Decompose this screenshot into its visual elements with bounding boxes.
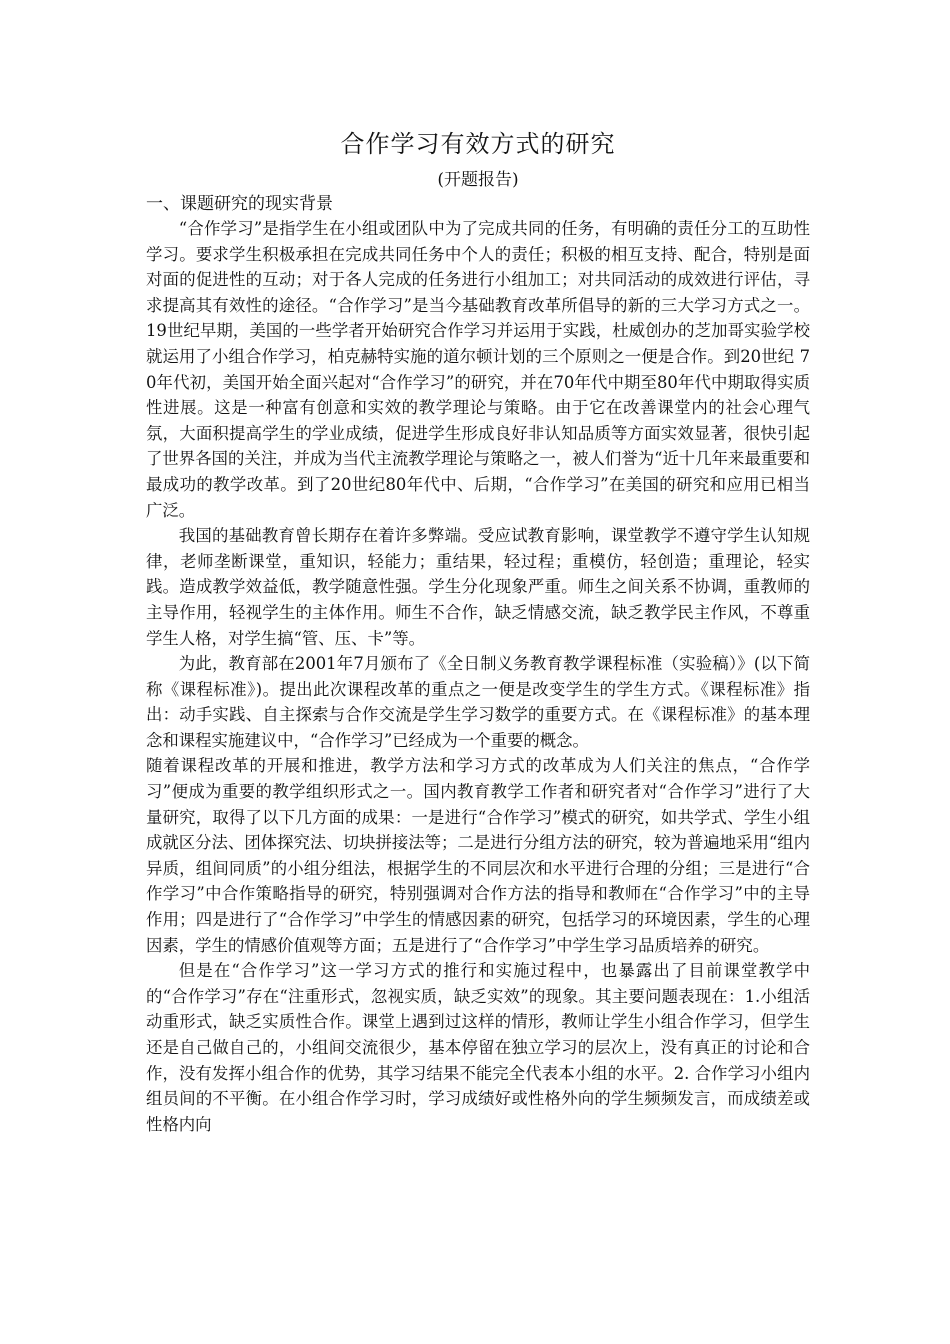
document-subtitle: (开题报告) bbox=[437, 170, 519, 190]
document-title: 合作学习有效方式的研究 bbox=[340, 130, 616, 158]
paragraph-cooperative-learning-definition: “合作学习”是指学生在小组或团队中为了完成共同的任务，有明确的责任分工的互助性学习。要求学生积极承担在完成共同任务中个人的责任；积极的相互支持、配合，特别是面对面的促进性的互动；对于各人完成的任务进行小组加工；对共同活动的成效进行评估，寻求提高其有效性的途径。“合作学习”是当今基础教育改革所倡导的新的三大学习方式之一。19世纪早期，美国的一些学者开始研究合作学习并运用于实践，杜威创办的芝加哥实验学校就运用了小组合作学习，柏克赫特实施的道尔顿计划的三个原则之一便是合作。到20世纪 70年代初，美国开始全面兴起对“合作学习”的研究，并在70年代中期至80年代中期取得实质性进展。这是一种富有创意和实效的教学理论与策略。由于它在改善课堂内的社会心理气氛，大面积提高学生的学业成绩，促进学生形成良好非认知品质等方面实效显著，很快引起了世界各国的关注，并成为当代主流教学理论与策略之一，被人们誉为“近十几年来最重要和最成功的教学改革。到了20世纪80年代中、后期，“合作学习”在美国的研究和应用已相当广泛。 bbox=[146, 219, 811, 520]
document-page bbox=[146, 128, 810, 1137]
paragraph-curriculum-standard: 为此，教育部在2001年7月颁布了《全日制义务教育教学课程标准（实验稿）》(以下简称《课程标准》)。提出此次课程改革的重点之一便是改变学生的学生方式。《课程标准》指出：动手实践、自主探索与合作交流是学生学习数学的重要方式。在《课程标准》的基本理念和课程实施建议中，“合作学习”已经成为一个重要的概念。 bbox=[146, 654, 810, 750]
paragraph-research-achievements: 随着课程改革的开展和推进，教学方法和学习方式的改革成为人们关注的焦点，“合作学习”便成为重要的教学组织形式之一。国内教育教学工作者和研究者对“合作学习”进行了大量研究，取得了以下几方面的成果：一是进行“合作学习”模式的研究，如共学式、学生小组成就区分法、团体探究法、切块拼接法等；二是进行分组方法的研究，较为普遍地采用“组内异质，组间同质”的小组分组法，根据学生的不同层次和水平进行合理的分组；三是进行“合作学习”中合作策略指导的研究，特别强调对合作方法的指导和教师在“合作学习”中的主导作用；四是进行了“合作学习”中学生的情感因素的研究，包括学习的环境因素，学生的心理因素，学生的情感价值观等方面；五是进行了“合作学习”中学生学习品质培养的研究。 bbox=[146, 756, 811, 955]
section-heading: 一、课题研究的现实背景 bbox=[146, 194, 333, 214]
paragraph-domestic-education-problems: 我国的基础教育曾长期存在着许多弊端。受应试教育影响，课堂教学不遵守学生认知规律，老师垄断课堂，重知识，轻能力；重结果，轻过程；重模仿，轻创造；重理论，轻实践。造成教学效益低，教学随意性强。学生分化现象严重。师生之间关系不协调，重教师的主导作用，轻视学生的主体作用。师生不合作，缺乏情感交流，缺乏教学民主作风，不尊重学生人格，对学生搞“管、压、卡”等。 bbox=[146, 526, 810, 648]
paragraph-existing-problems: 但是在“合作学习”这一学习方式的推行和实施过程中，也暴露出了目前课堂教学中的“合作学习”存在“注重形式，忽视实质，缺乏实效”的现象。其主要问题表现在：1.小组活动重形式，缺乏实质性合作。课堂上遇到过这样的情形，教师让学生小组合作学习，但学生还是自己做自己的，小组间交流很少，基本停留在独立学习的层次上，没有真正的讨论和合作，没有发挥小组合作的优势，其学习结果不能完全代表本小组的水平。2. 合作学习小组内组员间的不平衡。在小组合作学习时，学习成绩好或性格外向的学生频频发言，而成绩差或性格内向 bbox=[146, 961, 810, 1134]
